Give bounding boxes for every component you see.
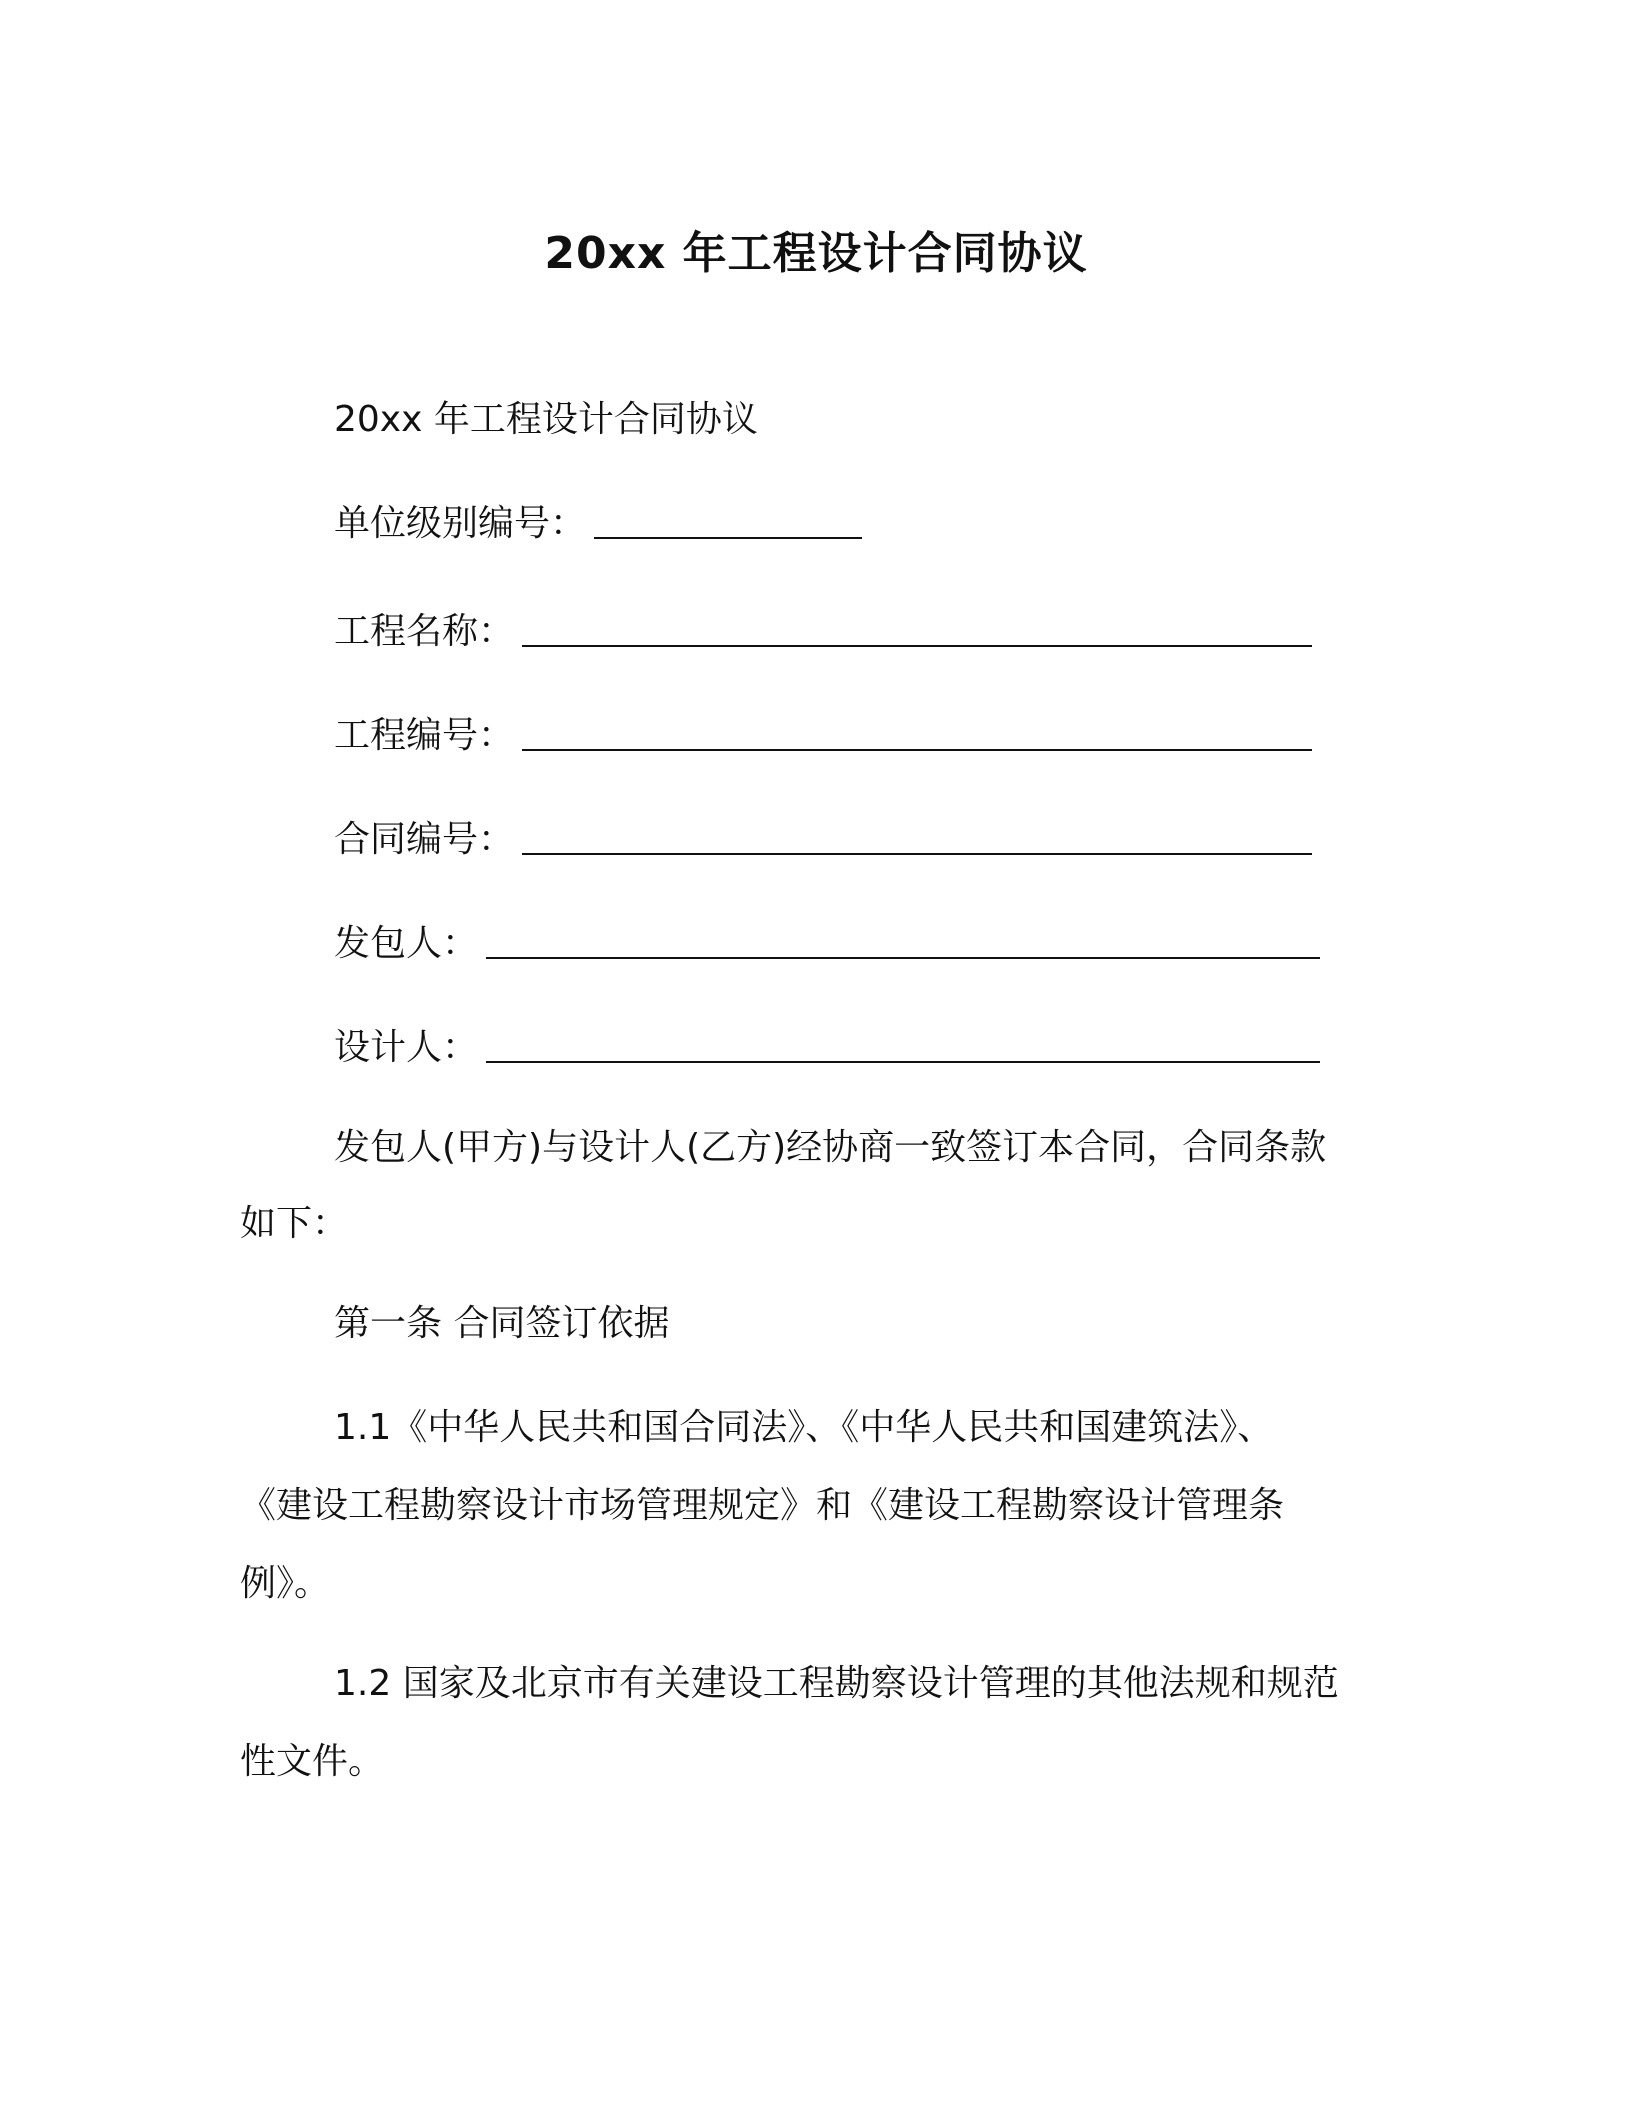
field-contract-code [334, 816, 1312, 864]
field-label: 发包人： [334, 923, 479, 964]
field-label: 工程名称： [334, 611, 515, 652]
field-employer [334, 920, 1320, 968]
field-project-name [334, 608, 1312, 656]
document-subtitle: 20xx 年工程设计合同协议 [334, 399, 758, 440]
field-designer [334, 1024, 1320, 1072]
clause-1-2-line-2: 性文件。 [240, 1741, 385, 1782]
clause-1-2-line-1: 1.2 国家及北京市有关建设工程勘察设计管理的其他法规和规范 [334, 1663, 1339, 1704]
document-title: 20xx 年工程设计合同协议 [544, 228, 1088, 279]
clause-1-1-line-1: 1.1《中华人民共和国合同法》、《中华人民共和国建筑法》、 [334, 1407, 1274, 1448]
blank-line [522, 749, 1312, 751]
clause-1-1-line-3: 例》。 [240, 1563, 331, 1604]
field-label: 单位级别编号： [334, 503, 587, 544]
intro-paragraph-line-2: 如下： [240, 1203, 349, 1244]
blank-line [522, 853, 1312, 855]
blank-line [594, 537, 862, 539]
field-unit-level-code [334, 500, 862, 548]
blank-line [522, 645, 1312, 647]
field-label: 设计人： [334, 1027, 479, 1068]
blank-line [486, 957, 1320, 959]
field-project-code [334, 712, 1312, 760]
article-1-heading: 第一条 合同签订依据 [334, 1303, 670, 1344]
intro-paragraph-line-1: 发包人(甲方)与设计人(乙方)经协商一致签订本合同，合同条款 [334, 1127, 1327, 1168]
field-label: 工程编号： [334, 715, 515, 756]
clause-1-1-line-2: 《建设工程勘察设计市场管理规定》和《建设工程勘察设计管理条 [240, 1485, 1285, 1526]
field-label: 合同编号： [334, 819, 515, 860]
blank-line [486, 1061, 1320, 1063]
